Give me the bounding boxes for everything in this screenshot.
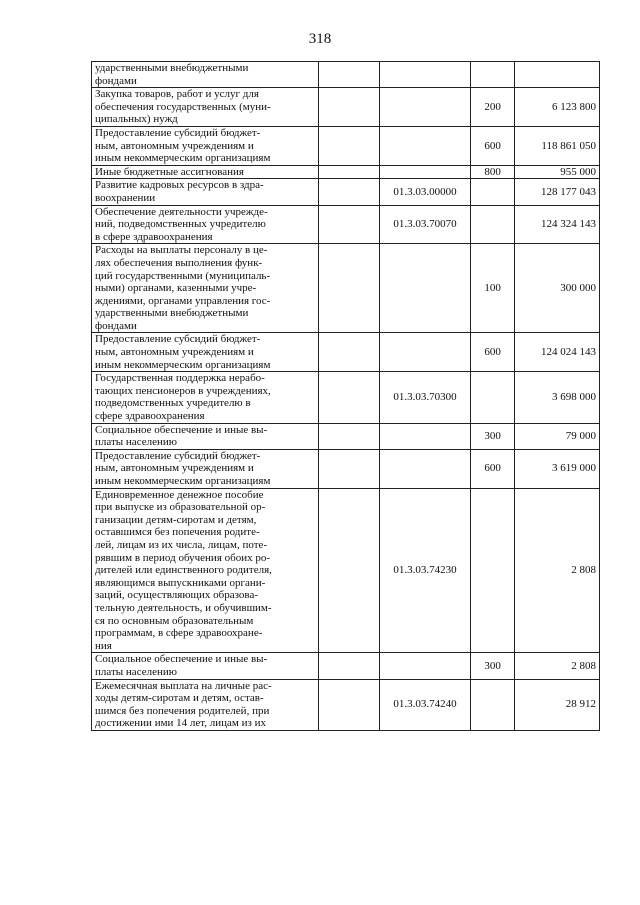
row-name-line: лях обеспечения выполнения функ- (95, 256, 263, 269)
row-expense-type-cell (470, 179, 514, 205)
row-name-cell (92, 244, 319, 333)
table-row (92, 244, 600, 333)
row-name-line: ным, автономным учреждениям и (95, 462, 254, 475)
row-code-cell: 01.3.03.00000 (380, 179, 471, 205)
row-code-cell (380, 62, 471, 88)
row-empty-cell (319, 179, 380, 205)
row-code-cell (380, 126, 471, 165)
table-row (92, 126, 600, 165)
row-code-cell: 01.3.03.70070 (380, 205, 471, 244)
row-name-line: ципальных) нужд (95, 113, 178, 126)
row-name-line: лей, лицам из их числа, лицам, поте- (95, 538, 268, 551)
page-number: 318 (308, 31, 332, 47)
row-name-line: Расходы на выплаты персоналу в це- (95, 244, 268, 257)
table-row (92, 372, 600, 423)
row-empty-cell (319, 449, 380, 488)
row-expense-type-cell: 600 (470, 126, 514, 165)
row-name-line: фондами (95, 74, 137, 87)
table-row (92, 488, 600, 653)
row-name-line: достижении ими 14 лет, лицам из их (95, 717, 267, 730)
row-name-line: Единовременное денежное пособие (95, 488, 264, 501)
row-name-cell (92, 205, 319, 244)
row-expense-type-cell: 100 (470, 244, 514, 333)
row-sum-cell: 128 177 043 (515, 179, 600, 205)
row-sum-cell: 28 912 (515, 679, 600, 730)
row-name-line: Развитие кадровых ресурсов в здра- (95, 179, 264, 192)
row-name-line: платы населению (95, 665, 177, 678)
row-name-line: ным, автономным учреждениям и (95, 139, 254, 152)
row-name-line: Обеспечение деятельности учрежде- (95, 205, 268, 218)
row-name-line: фондами (95, 319, 137, 332)
row-sum-cell: 124 024 143 (515, 333, 600, 372)
row-empty-cell (319, 62, 380, 88)
row-expense-type-cell (470, 62, 514, 88)
row-empty-cell (319, 88, 380, 127)
row-empty-cell (319, 126, 380, 165)
row-name-line: ний, подведомственных учредителю (95, 218, 266, 231)
row-name-line: ганизации детям-сиротам и детям, (95, 513, 257, 526)
table-row (92, 88, 600, 127)
row-code-cell (380, 165, 471, 179)
row-name-cell (92, 179, 319, 205)
row-sum-cell: 2 808 (515, 653, 600, 679)
row-name-cell (92, 423, 319, 449)
row-empty-cell (319, 372, 380, 423)
row-name-line: Ежемесячная выплата на личные рас- (95, 679, 272, 692)
table-row (92, 333, 600, 372)
row-name-line: Иные бюджетные ассигнования (95, 165, 244, 178)
budget-table (91, 61, 600, 731)
row-name-line: обеспечения государственных (муни- (95, 100, 271, 113)
row-name-line: тающих пенсионеров в учреждениях, (95, 384, 271, 397)
row-name-line: ния (95, 639, 112, 652)
row-expense-type-cell: 600 (470, 333, 514, 372)
row-sum-cell: 118 861 050 (515, 126, 600, 165)
row-sum-cell: 2 808 (515, 488, 600, 653)
row-code-cell: 01.3.03.74240 (380, 679, 471, 730)
row-code-cell (380, 653, 471, 679)
row-code-cell (380, 244, 471, 333)
row-name-line: Предоставление субсидий бюджет- (95, 126, 261, 139)
row-sum-cell: 300 000 (515, 244, 600, 333)
row-name-cell (92, 165, 319, 179)
table-row (92, 179, 600, 205)
row-name-line: Закупка товаров, работ и услуг для (95, 88, 259, 101)
row-name-line: Государственная поддержка нерабо- (95, 372, 265, 385)
row-sum-cell: 3 698 000 (515, 372, 600, 423)
row-sum-cell: 6 123 800 (515, 88, 600, 127)
row-empty-cell (319, 333, 380, 372)
row-name-line: ждениями, органами управления гос- (95, 294, 271, 307)
row-sum-cell: 79 000 (515, 423, 600, 449)
row-name-line: ударственными внебюджетными (95, 62, 249, 74)
row-sum-cell: 955 000 (515, 165, 600, 179)
row-name-line: шимся без попечения родителей, при (95, 704, 270, 717)
row-expense-type-cell (470, 205, 514, 244)
table-row (92, 653, 600, 679)
row-name-cell (92, 679, 319, 730)
row-expense-type-cell: 300 (470, 423, 514, 449)
row-name-cell (92, 449, 319, 488)
row-name-line: рявшим в период обучения обоих ро- (95, 551, 271, 564)
row-name-cell (92, 653, 319, 679)
table-row (92, 679, 600, 730)
row-name-cell (92, 88, 319, 127)
row-name-line: являющимся выпускниками органи- (95, 576, 266, 589)
row-sum-cell: 3 619 000 (515, 449, 600, 488)
row-name-line: Предоставление субсидий бюджет- (95, 333, 261, 346)
row-empty-cell (319, 165, 380, 179)
row-code-cell: 01.3.03.70300 (380, 372, 471, 423)
row-name-line: программам, в сфере здравоохране- (95, 627, 263, 640)
row-empty-cell (319, 679, 380, 730)
row-name-line: иным некоммерческим организациям (95, 475, 271, 487)
row-name-line: в сфере здравоохранения (95, 230, 213, 243)
row-code-cell (380, 423, 471, 449)
row-expense-type-cell: 200 (470, 88, 514, 127)
row-name-cell (92, 126, 319, 165)
row-name-line: иным некоммерческим организациям (95, 358, 271, 371)
row-expense-type-cell (470, 372, 514, 423)
row-empty-cell (319, 205, 380, 244)
row-name-cell (92, 62, 319, 88)
row-empty-cell (319, 244, 380, 333)
row-name-line: ными) органами, казенными учре- (95, 282, 257, 295)
row-empty-cell (319, 423, 380, 449)
row-name-line: заций, осуществляющих образова- (95, 589, 258, 602)
row-name-cell (92, 372, 319, 423)
row-expense-type-cell: 800 (470, 165, 514, 179)
row-name-line: подведомственных учредителю в (95, 397, 251, 410)
table-row (92, 165, 600, 179)
row-expense-type-cell: 600 (470, 449, 514, 488)
row-name-line: ударственными внебюджетными (95, 307, 249, 320)
row-name-line: сфере здравоохранения (95, 410, 205, 423)
row-name-line: Социальное обеспечение и иные вы- (95, 653, 268, 666)
row-name-line: Социальное обеспечение и иные вы- (95, 423, 268, 436)
row-sum-cell (515, 62, 600, 88)
row-name-line: ным, автономным учреждениям и (95, 346, 254, 359)
row-name-cell (92, 333, 319, 372)
row-name-line: воохранении (95, 191, 156, 204)
row-name-line: дителей или единственного родителя, (95, 564, 272, 577)
table-row (92, 423, 600, 449)
row-expense-type-cell (470, 488, 514, 653)
row-name-line: оставшимся без попечения родите- (95, 526, 260, 539)
row-name-cell (92, 488, 319, 653)
row-name-line: иным некоммерческим организациям (95, 152, 271, 165)
row-name-line: при выпуске из образовательной ор- (95, 501, 266, 514)
budget-table-body (92, 62, 600, 731)
row-name-line: ходы детям-сиротам и детям, остав- (95, 692, 264, 705)
row-name-line: тельную деятельность, и обучившим- (95, 601, 272, 614)
table-row (92, 205, 600, 244)
row-empty-cell (319, 653, 380, 679)
table-row (92, 62, 600, 88)
row-sum-cell: 124 324 143 (515, 205, 600, 244)
row-expense-type-cell (470, 679, 514, 730)
row-code-cell: 01.3.03.74230 (380, 488, 471, 653)
row-name-line: Предоставление субсидий бюджет- (95, 449, 261, 462)
row-name-line: платы населению (95, 436, 177, 449)
table-row (92, 449, 600, 488)
row-code-cell (380, 449, 471, 488)
row-code-cell (380, 88, 471, 127)
row-empty-cell (319, 488, 380, 653)
row-code-cell (380, 333, 471, 372)
row-name-line: ций государственными (муниципаль- (95, 269, 271, 282)
row-name-line: ся по основным образовательным (95, 614, 254, 627)
row-expense-type-cell: 300 (470, 653, 514, 679)
